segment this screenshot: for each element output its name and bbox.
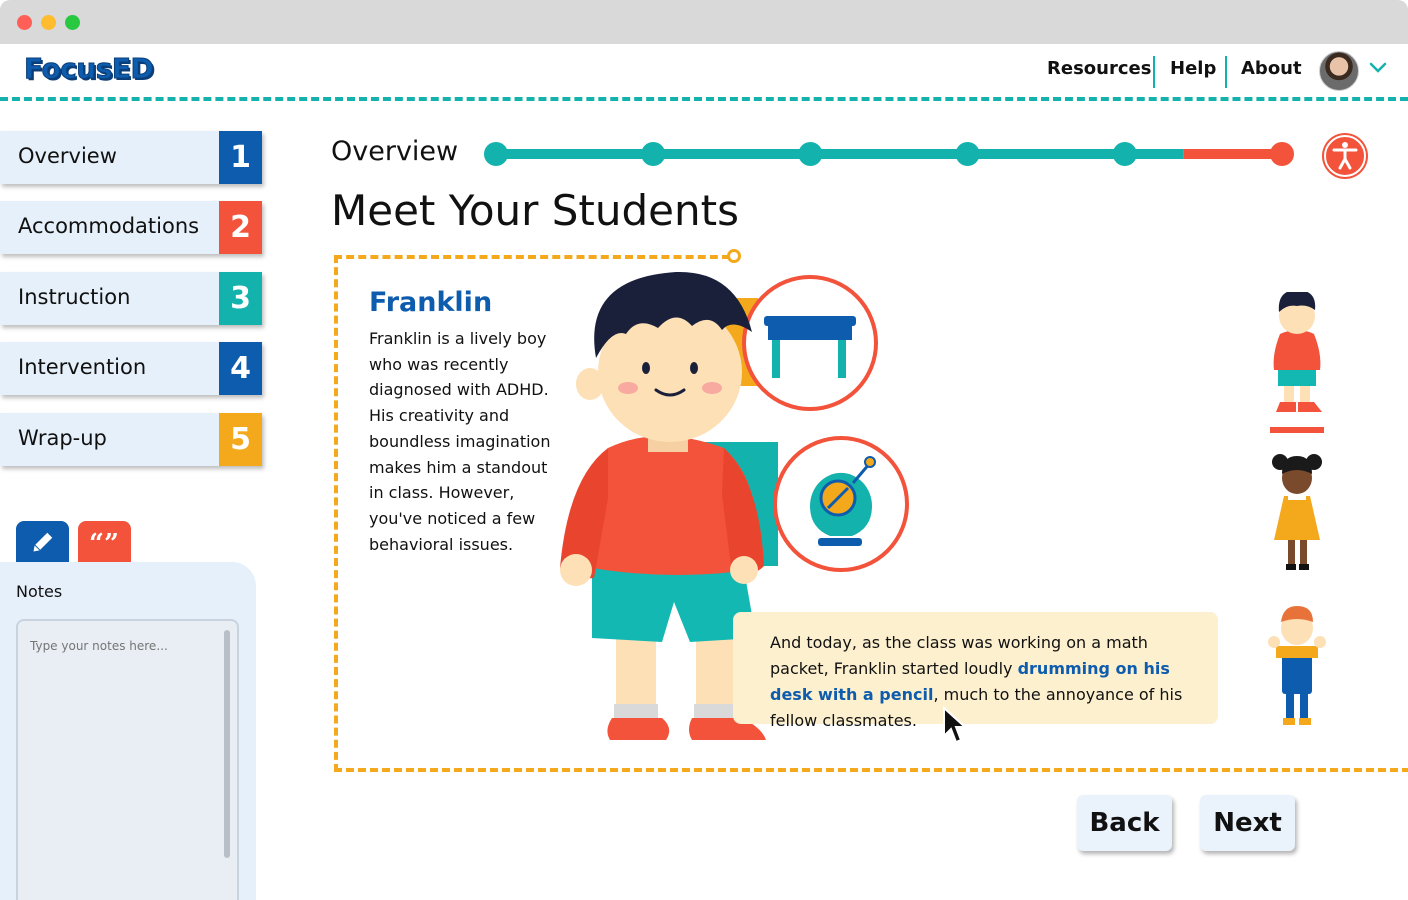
user-avatar[interactable] (1319, 51, 1359, 91)
minimize-window-button[interactable] (41, 15, 56, 30)
callout-text-before: And today, as the class was working on a math packet, Franklin started loudly (770, 633, 1148, 678)
sidebar-item-overview[interactable] (0, 131, 262, 184)
progress-bar (484, 136, 1304, 176)
story-frame-top (334, 255, 730, 259)
focused-logo[interactable]: FocusED (24, 52, 154, 85)
sidebar-item-number: 1 (219, 131, 262, 184)
progress-step-marker (1270, 142, 1294, 166)
quote-tool-button[interactable] (78, 521, 131, 565)
sidebar-item-wrap-up[interactable] (0, 413, 262, 466)
selected-student-indicator (1270, 427, 1324, 433)
chevron-down-icon[interactable] (1368, 57, 1388, 77)
story-callout (733, 612, 1218, 730)
nav-divider (1153, 56, 1155, 88)
story-frame-knob (727, 249, 741, 263)
sidebar-item-intervention[interactable] (0, 342, 262, 395)
sidebar-item-label: Overview (18, 144, 117, 168)
notes-title: Notes (16, 582, 63, 601)
notes-scrollbar[interactable] (224, 630, 230, 858)
student-thumbnail-boy[interactable] (1266, 606, 1328, 730)
student-bio: Franklin is a lively boy who was recently diagnosed with ADHD. His creativity and boundless imagination makes him a standout in class. However, you've noticed a few behavioral issues. (369, 329, 551, 554)
progress-step-marker (484, 142, 508, 166)
sidebar-item-label: Accommodations (18, 214, 200, 238)
maximize-window-button[interactable] (65, 15, 80, 30)
sidebar-item-number: 3 (219, 272, 262, 325)
notes-input[interactable] (16, 619, 239, 900)
sidebar-item-label: Instruction (18, 285, 131, 309)
student-thumbnail-franklin[interactable] (1266, 292, 1328, 420)
accessibility-icon[interactable] (1320, 131, 1370, 181)
next-button[interactable]: Next (1200, 795, 1295, 851)
close-window-button[interactable] (17, 15, 32, 30)
pencil-icon (16, 521, 69, 565)
back-button[interactable]: Back (1077, 795, 1172, 851)
app-header (0, 44, 1408, 99)
sidebar-item-label: Intervention (18, 355, 147, 379)
pencil-tool-button[interactable] (16, 521, 69, 565)
quote-icon (78, 521, 131, 565)
student-thumbnail-girl[interactable] (1268, 452, 1326, 574)
sidebar-item-number: 4 (219, 342, 262, 395)
nav-resources[interactable]: Resources (1047, 58, 1152, 79)
svg-text:“”: “” (89, 529, 119, 559)
sidebar-item-number: 2 (219, 201, 262, 254)
sidebar-item-label: Wrap-up (18, 426, 107, 450)
callout-text-after: , much to the annoyance of his fellow classmates. (770, 685, 1183, 730)
callout-highlight[interactable]: drumming on his desk with a pencil (770, 659, 1170, 704)
nav-divider (1225, 56, 1227, 88)
student-name: Franklin (369, 287, 493, 318)
mouse-cursor-icon (942, 706, 966, 746)
sidebar-item-instruction[interactable] (0, 272, 262, 325)
sidebar-item-number: 5 (219, 413, 262, 466)
sidebar-item-accommodations[interactable] (0, 201, 262, 254)
progress-step-marker (1113, 142, 1137, 166)
nav-about[interactable]: About (1241, 58, 1302, 79)
header-divider (0, 97, 1408, 101)
window-titlebar (0, 0, 1408, 44)
progress-step-marker (956, 142, 980, 166)
notes-panel (0, 562, 256, 900)
progress-step-marker (641, 142, 665, 166)
nav-help[interactable]: Help (1170, 58, 1217, 79)
step-title: Overview (331, 136, 459, 167)
page-title: Meet Your Students (331, 186, 739, 235)
progress-step-marker (798, 142, 822, 166)
